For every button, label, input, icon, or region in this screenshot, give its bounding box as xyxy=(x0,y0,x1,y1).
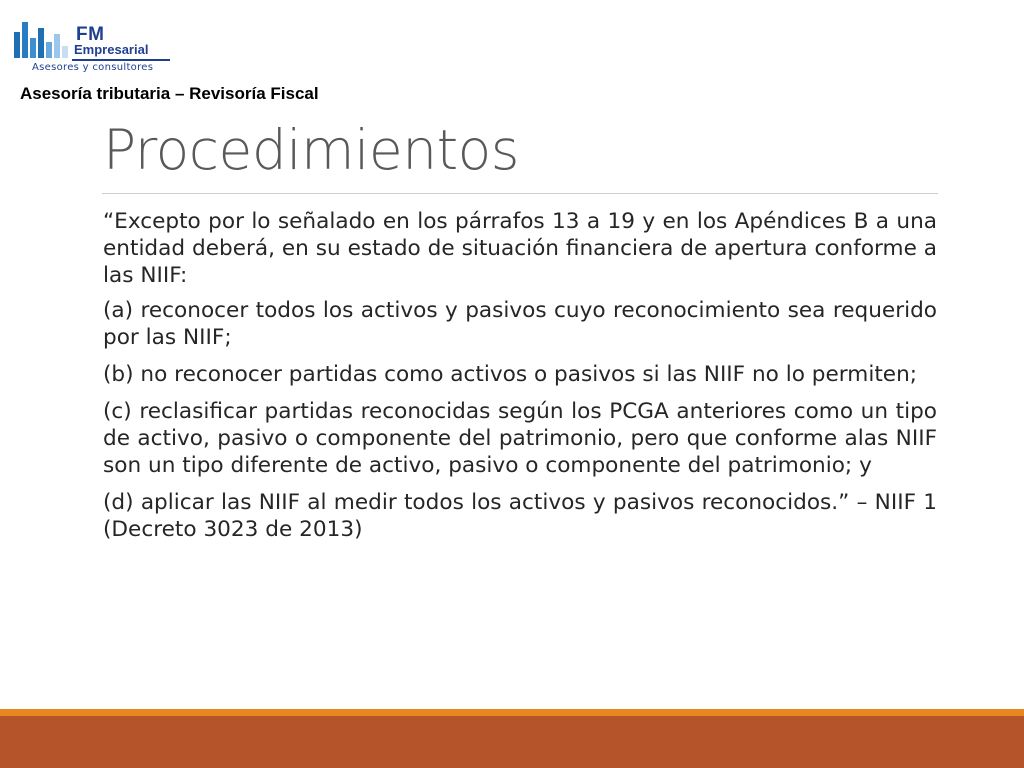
footer-band xyxy=(0,716,1024,768)
header-subtitle: Asesoría tributaria – Revisoría Fiscal xyxy=(20,84,319,103)
item-b-paragraph: (b) no reconocer partidas como activos o pasivos si las NIIF no lo permiten; xyxy=(103,362,918,387)
company-logo xyxy=(12,18,162,74)
bar-chart-logo-icon xyxy=(12,18,72,62)
footer-accent-stripe xyxy=(0,709,1024,716)
title-divider xyxy=(102,193,938,194)
logo-tagline: Asesores y consultores xyxy=(32,62,154,73)
logo-brand-empresarial: Empresarial xyxy=(74,42,149,57)
item-c-paragraph: (c) reclasificar partidas reconocidas según los PCGA anteriores como un tipo de activo, pasivo o componente del patrimonio, pero que conforme alas NIIF son un tipo diferente de activo, pasivo o componente del patrimonio; y xyxy=(103,399,937,478)
logo-underline xyxy=(72,59,170,61)
item-d-paragraph: (d) aplicar las NIIF al medir todos los activos y pasivos reconocidos.” – NIIF 1 (Decreto 3023 de 2013) xyxy=(103,490,937,542)
slide-title: Procedimientos xyxy=(103,118,519,182)
intro-paragraph: “Excepto por lo señalado en los párrafos 13 a 19 y en los Apéndices B a una entidad deberá, en su estado de situación financiera de apertura conforme a las NIIF: xyxy=(103,209,937,288)
logo-brand-fm: FM xyxy=(76,24,105,45)
item-a-paragraph: (a) reconocer todos los activos y pasivos cuyo reconocimiento sea requerido por las NIIF; xyxy=(103,298,937,350)
slide-body xyxy=(103,208,937,553)
